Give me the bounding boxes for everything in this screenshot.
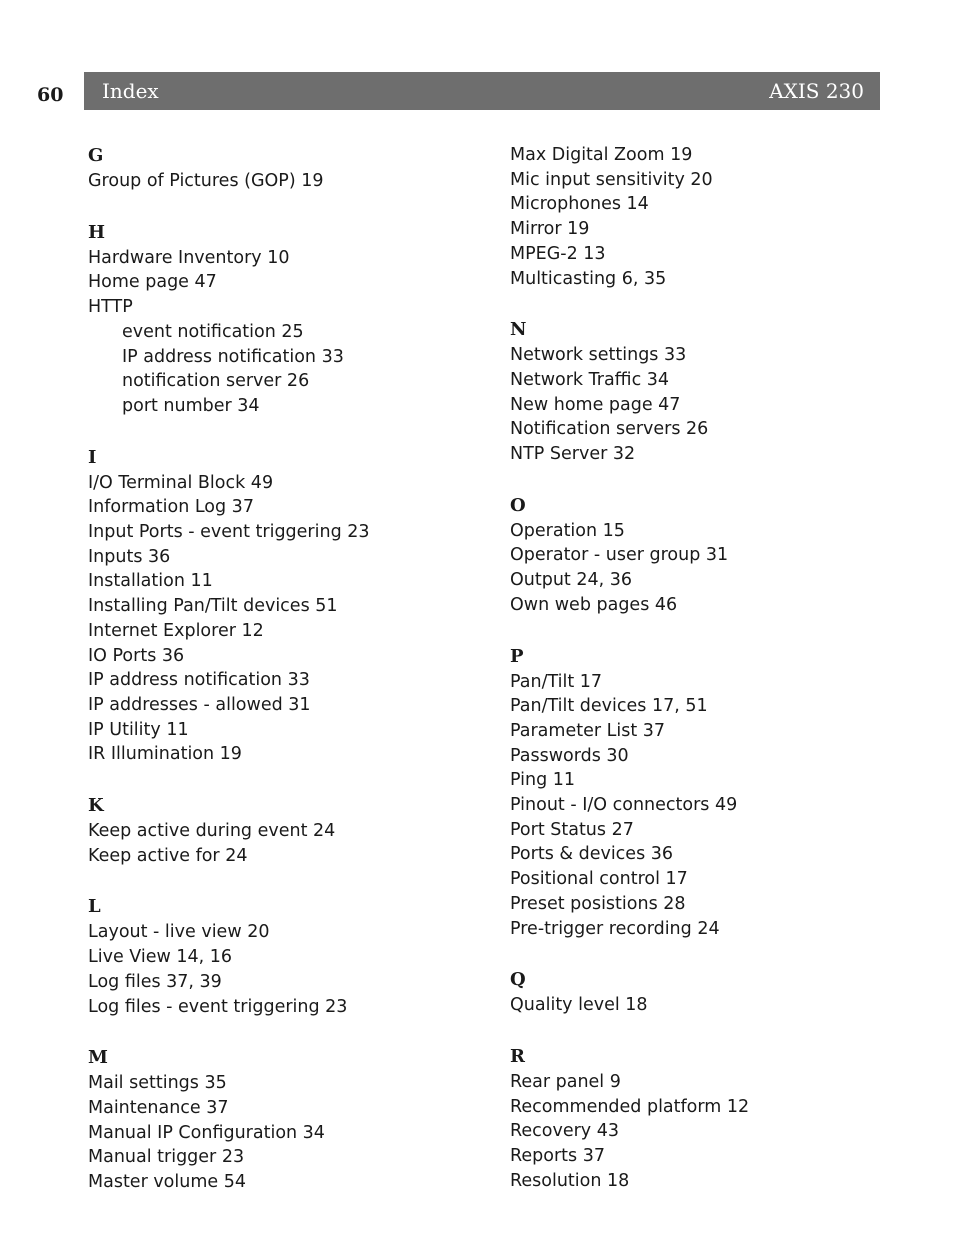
index-entry: Keep active during event 24 <box>88 821 336 842</box>
index-entry: Quality level 18 <box>510 995 648 1016</box>
section-letter: G <box>88 145 104 166</box>
index-entry: IP addresses - allowed 31 <box>88 694 311 715</box>
header-bar <box>84 72 880 110</box>
index-entry: Information Log 37 <box>88 497 254 518</box>
index-entry: I/O Terminal Block 49 <box>88 472 274 493</box>
index-entry: Live View 14, 16 <box>88 947 233 968</box>
index-entry: Network settings 33 <box>510 345 687 366</box>
index-entry: HTTP <box>88 297 133 318</box>
index-entry: Recovery 43 <box>510 1121 619 1142</box>
index-subentry: notification server 26 <box>122 371 310 392</box>
index-entry: Output 24, 36 <box>510 570 633 591</box>
index-entry: MPEG-2 13 <box>510 243 606 264</box>
index-entry: Pan/Tilt 17 <box>510 671 603 692</box>
page-number: 60 <box>37 84 64 106</box>
section-letter: O <box>510 494 526 516</box>
index-section <box>88 220 370 419</box>
index-section <box>510 644 749 942</box>
index-entry: Manual trigger 23 <box>88 1147 245 1168</box>
index-entry: Input Ports - event triggering 23 <box>88 522 370 543</box>
index-entry: Mail settings 35 <box>88 1073 227 1094</box>
index-entry: IR Illumination 19 <box>88 744 242 765</box>
index-entry: Preset posistions 28 <box>510 893 686 914</box>
index-section <box>510 493 749 618</box>
index-entry: Mirror 19 <box>510 219 590 240</box>
index-entry: Log files 37, 39 <box>88 971 222 992</box>
index-entry: Pan/Tilt devices 17, 51 <box>510 696 708 717</box>
index-entry: Log files - event triggering 23 <box>88 996 348 1017</box>
index-entry: Inputs 36 <box>88 546 171 567</box>
index-entry: Ports & devices 36 <box>510 844 674 865</box>
index-entry: Reports 37 <box>510 1146 605 1167</box>
index-entry: Recommended platform 12 <box>510 1096 750 1117</box>
index-entry: Pinout - I/O connectors 49 <box>510 795 738 816</box>
index-entry: Pre-trigger recording 24 <box>510 918 720 939</box>
index-section <box>510 143 749 291</box>
product-name: AXIS 230 <box>769 79 864 103</box>
section-letter: M <box>88 1047 108 1069</box>
index-section <box>510 967 749 1018</box>
section-letter: R <box>510 1045 525 1067</box>
index-entry: Resolution 18 <box>510 1170 630 1191</box>
index-column-right <box>510 143 749 1220</box>
index-section <box>88 1045 370 1195</box>
section-letter: P <box>510 645 524 667</box>
index-entry: Own web pages 46 <box>510 594 678 615</box>
index-entry: Internet Explorer 12 <box>88 620 264 641</box>
index-subentry: event notification 25 <box>122 321 304 342</box>
index-section <box>88 445 370 767</box>
index-entry: IP address notification 33 <box>88 670 310 691</box>
index-entry: Multicasting 6, 35 <box>510 268 667 289</box>
index-entry: Ping 11 <box>510 770 576 791</box>
index-entry: Manual IP Configuration 34 <box>88 1122 325 1143</box>
index-entry: Port Status 27 <box>510 819 634 840</box>
index-section <box>88 143 370 194</box>
index-section <box>88 894 370 1019</box>
index-entry: Home page 47 <box>88 272 217 293</box>
index-entry: Rear panel 9 <box>510 1071 621 1092</box>
index-subentry: IP address notification 33 <box>122 346 344 367</box>
index-entry: Microphones 14 <box>510 194 649 215</box>
index-entry: Installation 11 <box>88 571 213 592</box>
index-entry: Layout - live view 20 <box>88 922 270 943</box>
index-column-left <box>88 143 370 1221</box>
section-letter: I <box>88 446 97 468</box>
index-entry: Mic input sensitivity 20 <box>510 169 713 190</box>
index-entry: New home page 47 <box>510 394 681 415</box>
index-entry: Network Traffic 34 <box>510 369 670 390</box>
index-section <box>510 317 749 467</box>
index-entry: Notification servers 26 <box>510 419 709 440</box>
index-entry: NTP Server 32 <box>510 444 636 465</box>
section-letter: Q <box>510 969 526 991</box>
index-entry: Max Digital Zoom 19 <box>510 145 693 165</box>
section-letter: H <box>88 221 106 243</box>
section-letter: L <box>88 896 101 918</box>
index-entry: IO Ports 36 <box>88 645 185 666</box>
index-entry: Group of Pictures (GOP) 19 <box>88 171 324 191</box>
index-subentry: port number 34 <box>122 395 260 416</box>
index-entry: Maintenance 37 <box>88 1097 229 1118</box>
index-entry: Operator - user group 31 <box>510 545 729 566</box>
section-letter: K <box>88 795 104 817</box>
index-entry: Keep active for 24 <box>88 845 248 866</box>
section-title: Index <box>102 79 159 103</box>
index-entry: Parameter List 37 <box>510 720 666 741</box>
index-entry: Operation 15 <box>510 520 625 541</box>
index-entry: Passwords 30 <box>510 745 629 766</box>
index-entry: IP Utility 11 <box>88 719 189 740</box>
index-entry: Positional control 17 <box>510 869 688 890</box>
index-section <box>510 1044 749 1194</box>
section-letter: N <box>510 319 527 341</box>
index-entry: Installing Pan/Tilt devices 51 <box>88 596 338 617</box>
index-entry: Master volume 54 <box>88 1172 246 1193</box>
index-section <box>88 793 370 868</box>
index-entry: Hardware Inventory 10 <box>88 247 290 268</box>
